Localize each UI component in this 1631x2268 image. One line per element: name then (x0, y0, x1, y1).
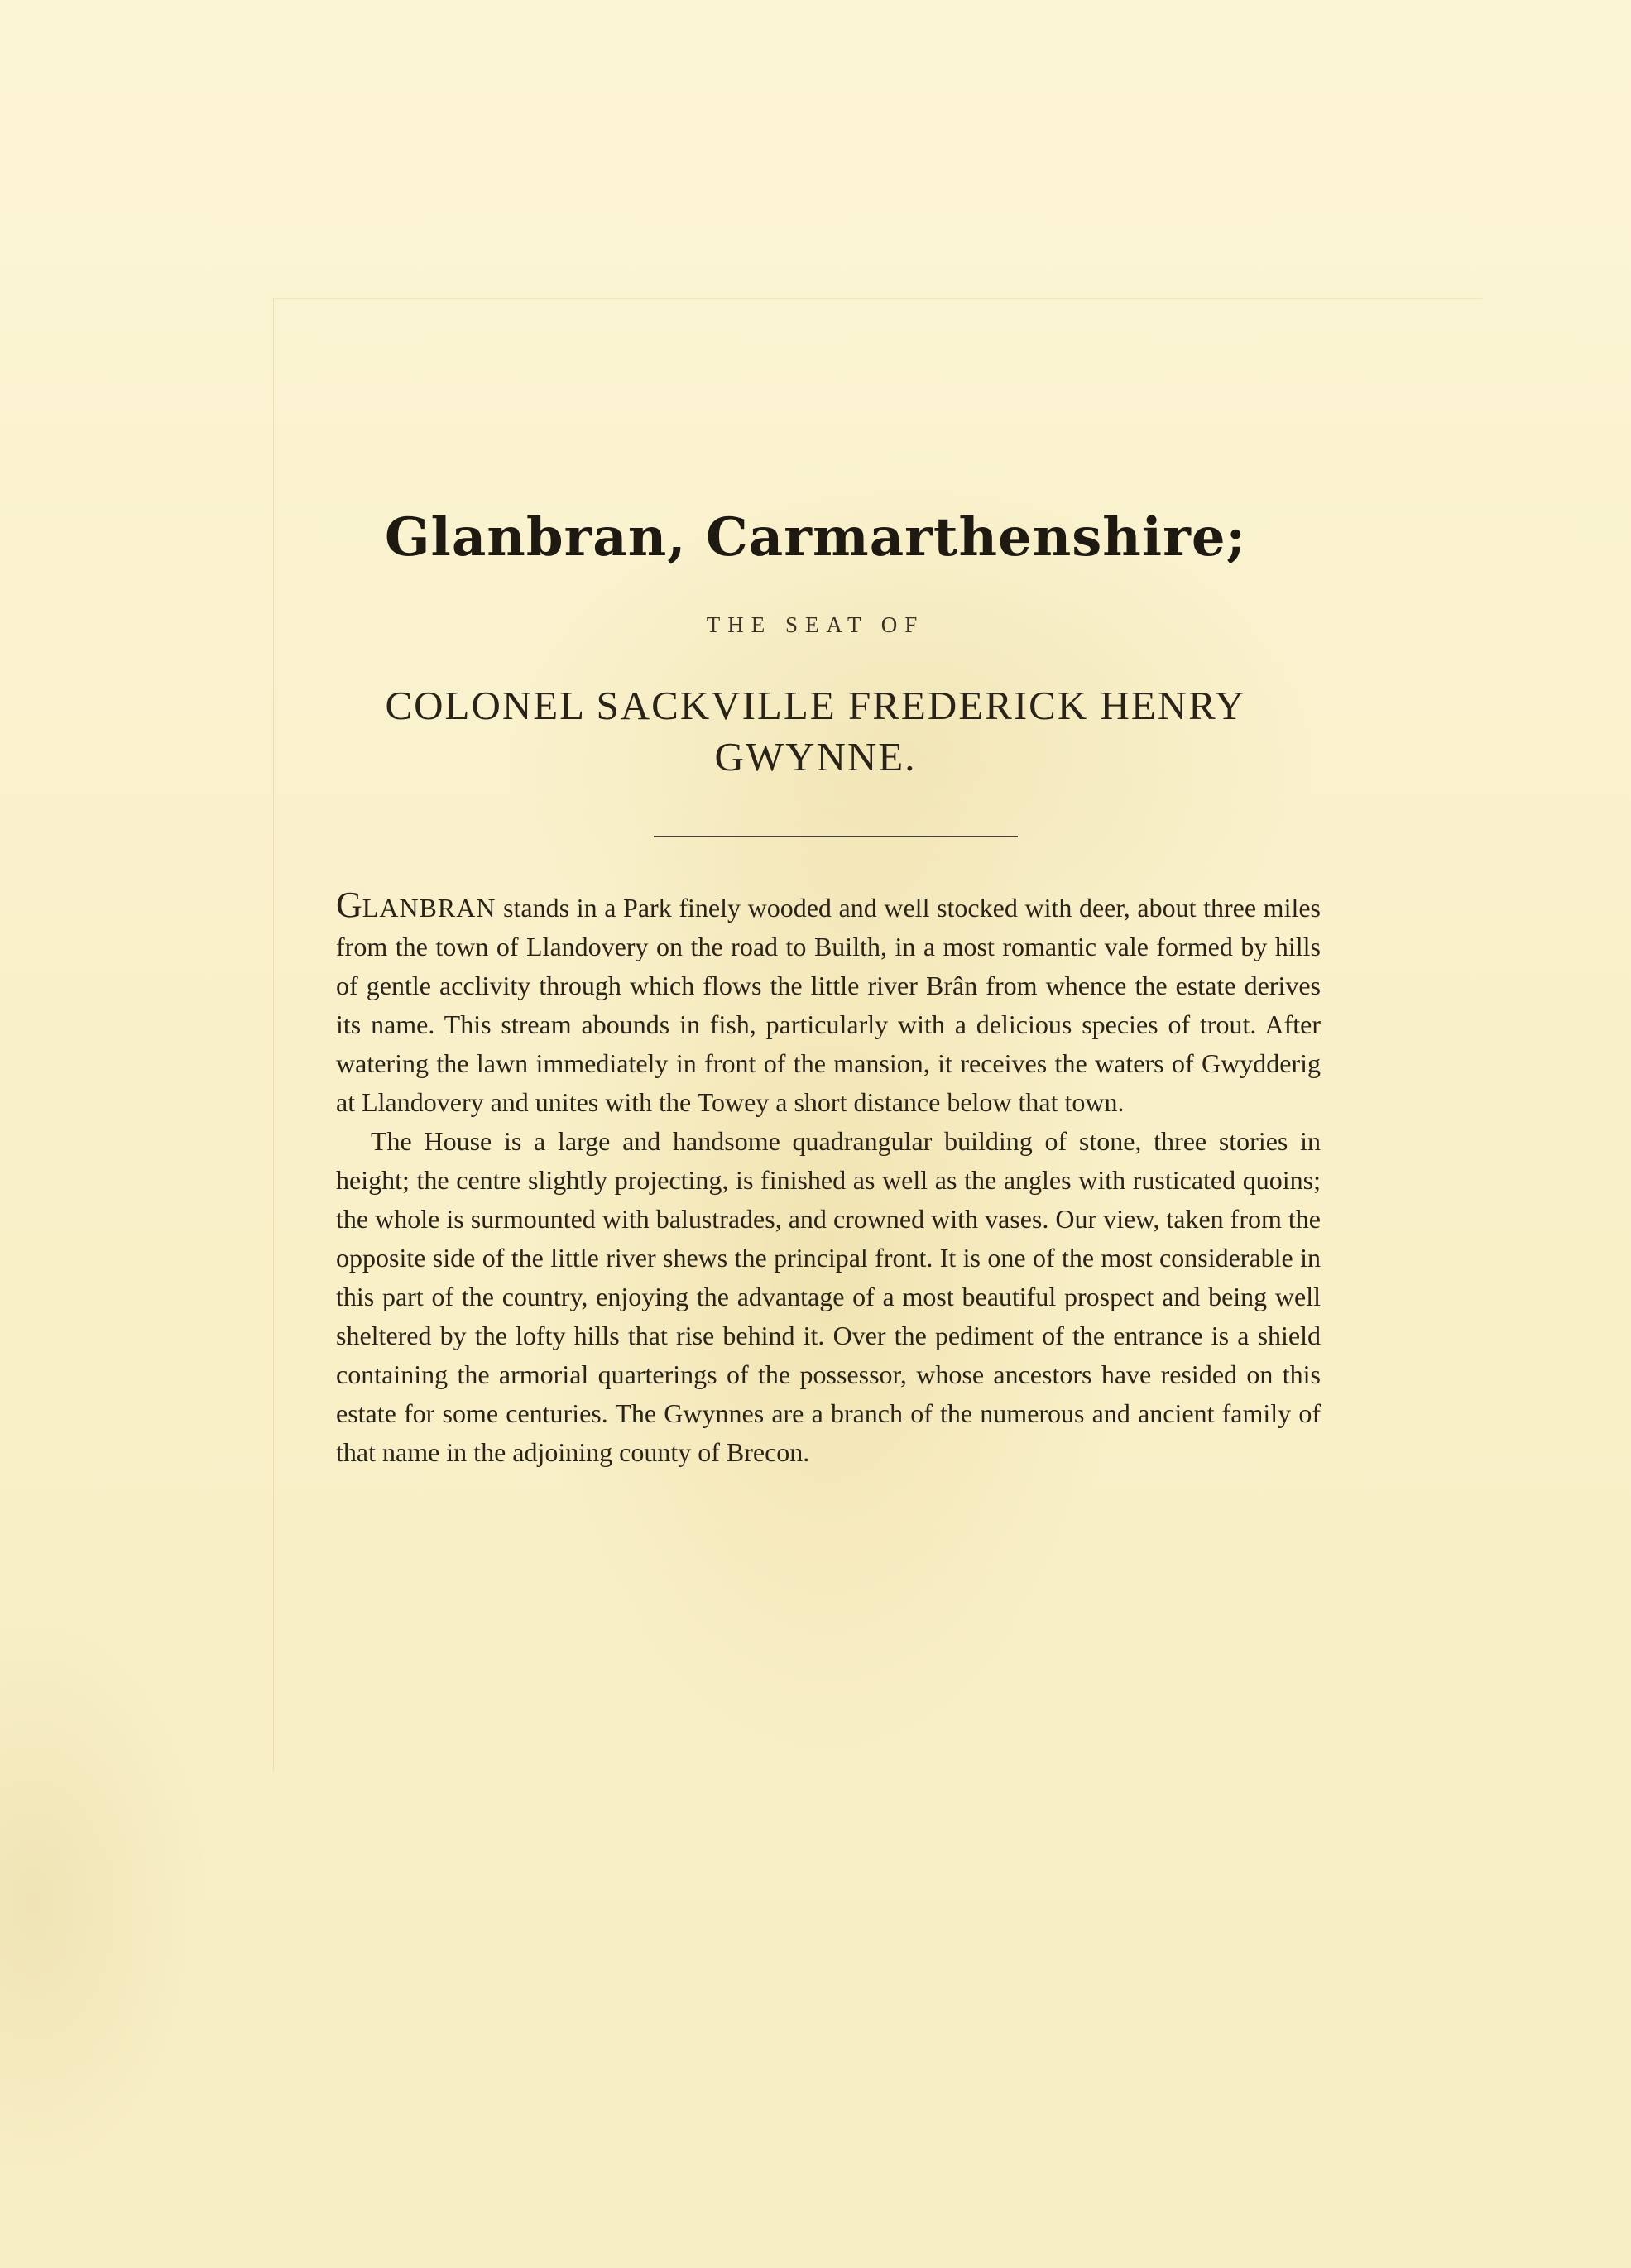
subtitle-seat-of: THE SEAT OF (706, 612, 925, 637)
divider-rule (654, 836, 1018, 837)
body-text (336, 885, 1321, 1472)
small-caps-word: LANBRAN (362, 893, 496, 923)
paragraph-1 (336, 885, 1321, 1122)
owner-name (0, 680, 1631, 783)
drop-cap: G (336, 885, 362, 925)
paragraph-1-text: stands in a Park finely wooded and well stocked with deer, about three miles from the town of Llandovery on the road to Builth, in a most romantic vale formed by hills of gentle acclivity through which flows the little river Brân from whence the estate derives its name. This stream abounds in fish, particularly with a delicious species of trout. After watering the lawn immediately in front of the mansion, it receives the waters of Gwydderig at Llandovery and unites with the Towey a short distance below that town. (336, 893, 1321, 1117)
owner-name-line1: COLONEL SACKVILLE FREDERICK HENRY (385, 683, 1246, 728)
paragraph-2: The House is a large and handsome quadrangular building of stone, three stories in height; the centre slightly projecting, is finished as well as the angles with rusticated quoins; the whole is surmounted with balustrades, and crowned with vases. Our view, taken from the opposite side of the little river shews the principal front. It is one of the most considerable in this part of the country, enjoying the advantage of a most beautiful prospect and being well sheltered by the lofty hills that rise behind it. Over the pediment of the entrance is a shield containing the armorial quarterings of the possessor, whose ancestors have resided on this estate for some centuries. The Gwynnes are a branch of the numerous and ancient family of that name in the adjoining county of Brecon. (336, 1126, 1321, 1467)
owner-name-line2: GWYNNE. (714, 734, 917, 779)
page-title: Glanbran, Carmarthenshire; (384, 506, 1247, 568)
